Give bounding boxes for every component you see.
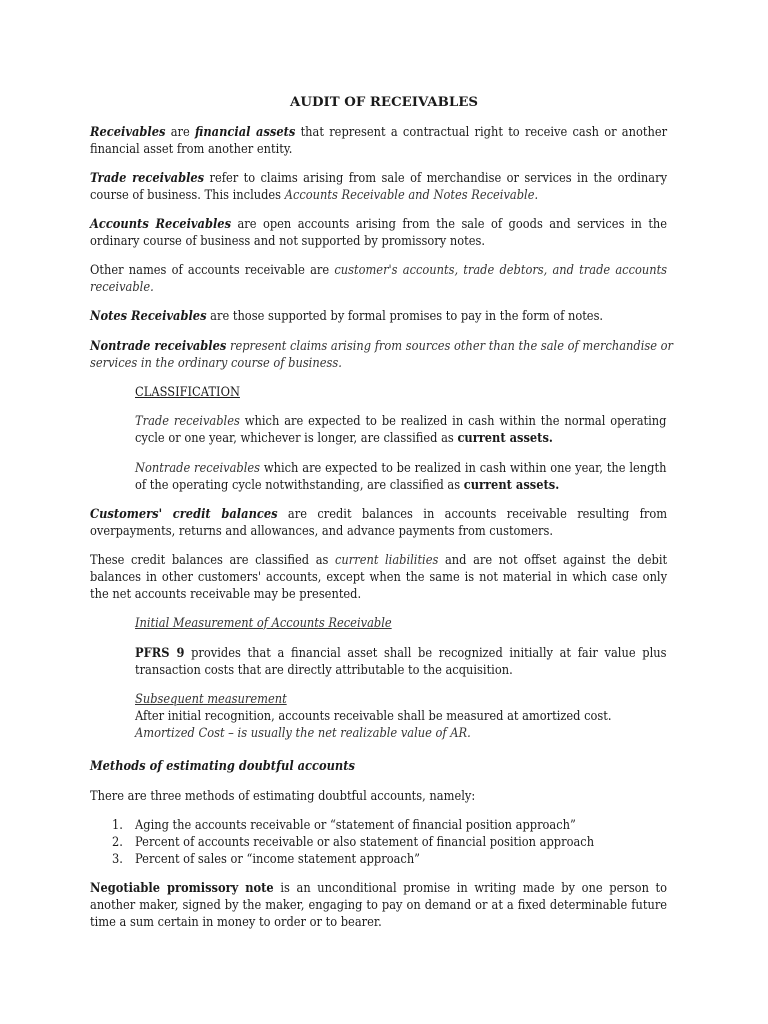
term-customers-credit-balances: Customers' credit balances: [90, 507, 278, 522]
term-accounts-receivables: Accounts Receivables: [90, 217, 232, 232]
list-text: Aging the accounts receivable or “statement of financial position approach”: [135, 818, 576, 833]
term-notes-receivables: Notes Receivables: [90, 309, 207, 324]
list-number: 3.: [112, 852, 123, 867]
term-trade-receivables: Trade receivables: [90, 171, 205, 186]
list-text: Percent of accounts receivable or also statement of financial position approach: [135, 835, 595, 850]
term-financial-assets: financial assets: [195, 125, 296, 140]
list-number: 1.: [112, 818, 123, 833]
subsequent-measurement-heading: Subsequent measurement: [135, 692, 287, 707]
notes-receivables-paragraph: Notes Receivables are those supported by formal promises to pay in the form of notes.: [90, 309, 604, 324]
term-receivables: Receivables: [90, 125, 166, 140]
methods-heading: Methods of estimating doubtful accounts: [90, 759, 355, 774]
methods-intro: There are three methods of estimating doubtful accounts, namely:: [90, 789, 476, 804]
list-number: 2.: [112, 835, 123, 850]
amortized-cost-text: Amortized Cost – is usually the net realizable value of AR.: [135, 726, 471, 741]
term-nontrade-receivables: Nontrade receivables: [90, 339, 227, 354]
list-text: Percent of sales or “income statement approach”: [135, 852, 421, 867]
page-title: AUDIT OF RECEIVABLES: [290, 95, 478, 110]
initial-measurement-heading: Initial Measurement of Accounts Receivable: [135, 616, 392, 631]
subsequent-measurement-text: After initial recognition, accounts receivable shall be measured at amortized cost.: [135, 709, 612, 724]
document-page: AUDIT OF RECEIVABLES Receivables are financial assets that represent a contractual right to receive cash or another financial asset from another entity. Trade receivables refer to claims arising from sale of merchandise or services in the ordinary course of business. This includes Accounts Receivable and Notes Receivable. Accounts Receivables are open accounts arising from the sale of goods and services in the ordinary course of business and not supported by promissory notes. Other names of accounts receivable are customer's accounts, trade debtors, and trade accounts receivable. Notes Receivables are those supported by formal promises to pay in the form of notes. Nontrade receivables represent claims arising from sources other than the sale of merchandise or services in the ordinary course of business. CLASSIFICATION Trade receivables which are expected to be realized in cash within the normal operating cycle or one year, whichever is longer, are classified as current assets. Nontrade receivables which are expected to be realized in cash within one year, the length of the operating cycle notwithstanding, are classified as current assets. Customers' credit balances are credit balances in accounts receivable resulting from overpayments, returns and allowances, and advance payments from customers. These credit balances are classified as current liabilities and are not offset against the debit balances in other customers' accounts, except when the same is not material in which case only the net accounts receivable may be presented. Initial Measurement of Accounts Receivable PFRS 9 provides that a financial asset shall be recognized initially at fair value plus transaction costs that are directly attributable to the acquisition. Subsequent measurement After initial recognition, accounts receivable shall be measured at amortized cost. Amortized Cost – is usually the net realizable value of AR. Methods of estimating doubtful accounts There are three methods of estimating doubtful accounts, namely: 1. Aging the accounts receivable or “statement of financial position approach” 2. Percent of accounts receivable or also statement of financial position approach 3. Percent of sales or “income statement approach” Negotiable promissory note is an unconditional promise in writing made by one person to another maker, signed by the maker, engaging to pay on demand or at a fixed determinable future time a sum certain in money to order or to bearer.: [0, 0, 768, 1024]
classification-heading: CLASSIFICATION: [135, 385, 240, 400]
term-pfrs9: PFRS 9: [135, 646, 185, 661]
term-negotiable-promissory-note: Negotiable promissory note: [90, 881, 274, 896]
